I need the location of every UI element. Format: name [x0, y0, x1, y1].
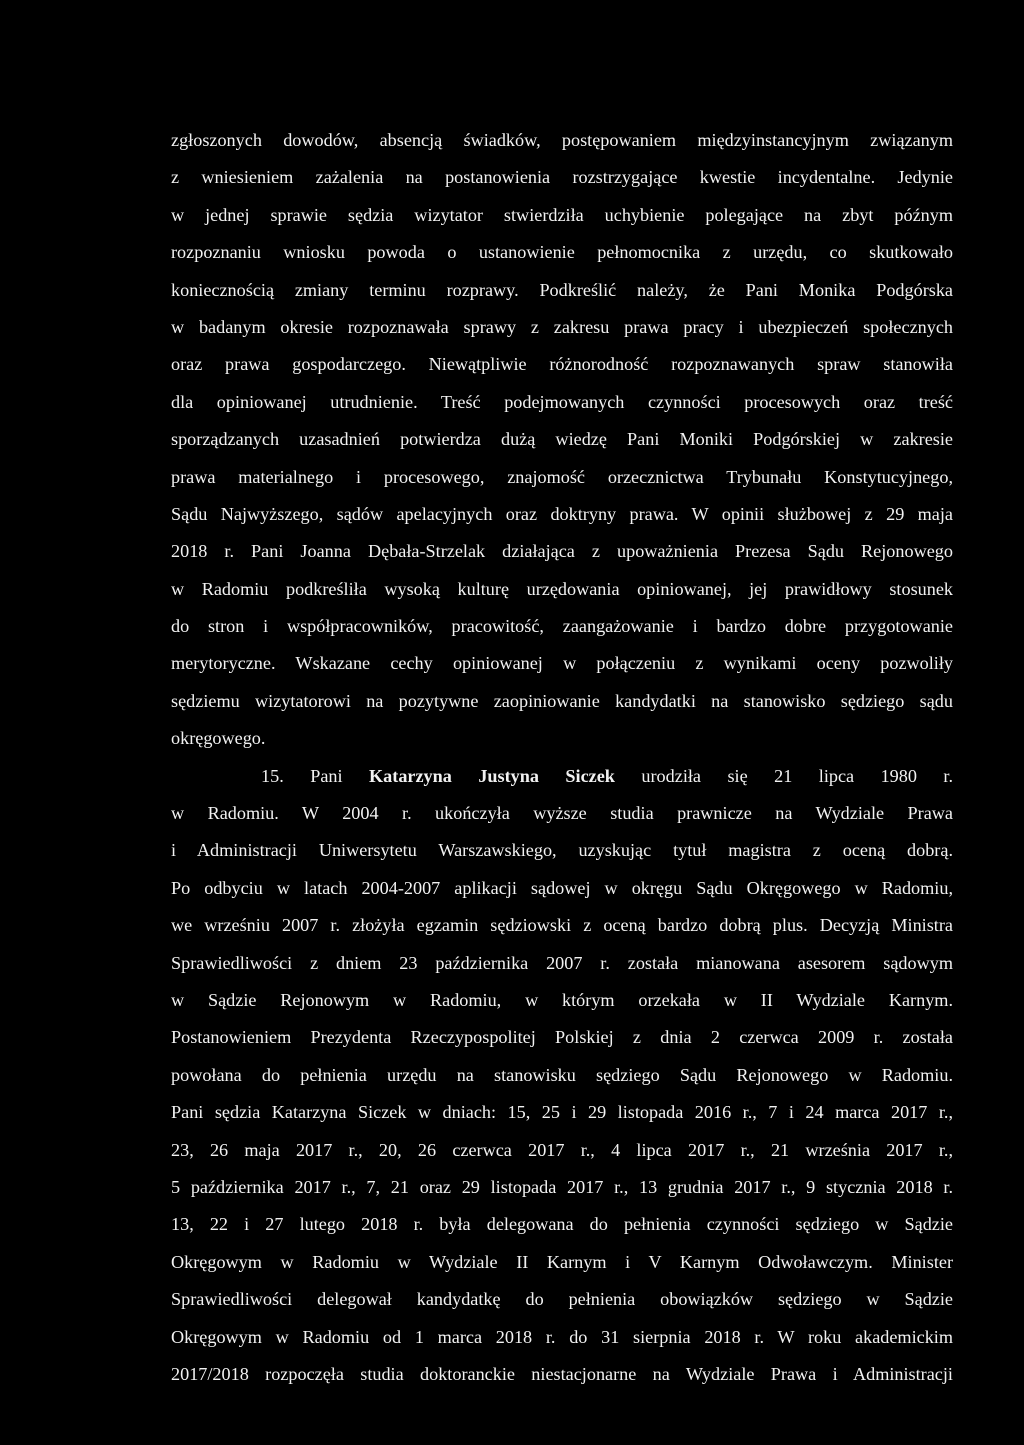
text-line: prawa materialnego i procesowego, znajomość orzecznictwa Trybunału Konstytucyjnego,: [171, 466, 953, 487]
text-line: sędziemu wizytatorowi na pozytywne zaopiniowanie kandydatki na stanowisko sędziego sądu: [171, 690, 953, 711]
text-line: we wrześniu 2007 r. złożyła egzamin sędziowski z oceną bardzo dobrą plus. Decyzją Ministra: [171, 915, 953, 936]
text-line: 5 października 2017 r., 7, 21 oraz 29 listopada 2017 r., 13 grudnia 2017 r., 9 stycznia 2018 r.: [171, 1176, 953, 1197]
item-number: 15.: [261, 765, 284, 786]
text-line: 2018 r. Pani Joanna Dębała-Strzelak działająca z upoważnienia Prezesa Sądu Rejonowego: [171, 541, 953, 562]
line-text: Pani: [310, 765, 343, 786]
text-line: 2017/2018 rozpoczęła studia doktoranckie niestacjonarne na Wydziale Prawa i Administracji: [171, 1363, 953, 1384]
document-body: [171, 122, 953, 1393]
text-line: Sprawiedliwości z dniem 23 października 2007 r. została mianowana asesorem sądowym: [171, 952, 953, 973]
text-line: Sądu Najwyższego, sądów apelacyjnych oraz doktryny prawa. W opinii służbowej z 29 maja: [171, 503, 953, 524]
text-line: dla opiniowanej utrudnienie. Treść podejmowanych czynności procesowych oraz treść: [171, 391, 953, 412]
paragraph-first-line: [171, 758, 953, 795]
text-line: Postanowieniem Prezydenta Rzeczypospolitej Polskiej z dnia 2 czerwca 2009 r. została: [171, 1027, 953, 1048]
text-line: sporządzanych uzasadnień potwierdza dużą wiedzę Pani Moniki Podgórskiej w zakresie: [171, 429, 953, 450]
text-line: Pani sędzia Katarzyna Siczek w dniach: 15, 25 i 29 listopada 2016 r., 7 i 24 marca 2017 r.,: [171, 1102, 953, 1123]
text-line: merytoryczne. Wskazane cechy opiniowanej w połączeniu z wynikami oceny pozwoliły: [171, 653, 953, 674]
text-line: powołana do pełnienia urzędu na stanowisku sędziego Sądu Rejonowego w Radomiu.: [171, 1064, 953, 1085]
text-line: w Sądzie Rejonowym w Radomiu, w którym orzekała w II Wydziale Karnym.: [171, 989, 953, 1010]
text-line: w jednej sprawie sędzia wizytator stwierdziła uchybienie polegające na zbyt późnym: [171, 204, 953, 225]
line-text: urodziła się 21 lipca 1980 r.: [641, 765, 954, 786]
text-line: okręgowego.: [171, 728, 266, 749]
text-line: Okręgowym w Radomiu w Wydziale II Karnym i V Karnym Odwoławczym. Minister: [171, 1251, 953, 1272]
text-line: Po odbyciu w latach 2004-2007 aplikacji sądowej w okręgu Sądu Okręgowego w Radomiu,: [171, 877, 953, 898]
text-line: 23, 26 maja 2017 r., 20, 26 czerwca 2017 r., 4 lipca 2017 r., 21 września 2017 r.,: [171, 1139, 953, 1160]
text-line: 13, 22 i 27 lutego 2018 r. była delegowana do pełnienia czynności sędziego w Sądzie: [171, 1214, 953, 1235]
paragraph-candidate-15: [171, 758, 953, 1394]
text-line: Sprawiedliwości delegował kandydatkę do pełnienia obowiązków sędziego w Sądzie: [171, 1289, 953, 1310]
text-line: koniecznością zmiany terminu rozprawy. Podkreślić należy, że Pani Monika Podgórska: [171, 279, 953, 300]
text-line: w badanym okresie rozpoznawała sprawy z zakresu prawa pracy i ubezpieczeń społecznych: [171, 316, 953, 337]
text-line: zgłoszonych dowodów, absencją świadków, postępowaniem międzyinstancyjnym związanym: [171, 130, 953, 150]
text-line: w Radomiu podkreśliła wysoką kulturę urzędowania opiniowanej, jej prawidłowy stosunek: [171, 578, 953, 599]
paragraph-opinion-continuation: [171, 122, 953, 758]
text-line: Okręgowym w Radomiu od 1 marca 2018 r. do 31 sierpnia 2018 r. W roku akademickim: [171, 1326, 953, 1347]
candidate-name: Katarzyna Justyna Siczek: [369, 765, 615, 786]
text-line: oraz prawa gospodarczego. Niewątpliwie różnorodność rozpoznawanych spraw stanowiła: [171, 354, 953, 375]
text-line: do stron i współpracowników, pracowitość, zaangażowanie i bardzo dobre przygotowanie: [171, 616, 953, 637]
text-line: i Administracji Uniwersytetu Warszawskiego, uzyskując tytuł magistra z oceną dobrą.: [171, 840, 953, 861]
text-line: rozpoznaniu wniosku powoda o ustanowienie pełnomocnika z urzędu, co skutkowało: [171, 242, 953, 263]
text-line: w Radomiu. W 2004 r. ukończyła wyższe studia prawnicze na Wydziale Prawa: [171, 803, 953, 824]
text-line: z wniesieniem zażalenia na postanowienia rozstrzygające kwestie incydentalne. Jedynie: [171, 167, 953, 188]
